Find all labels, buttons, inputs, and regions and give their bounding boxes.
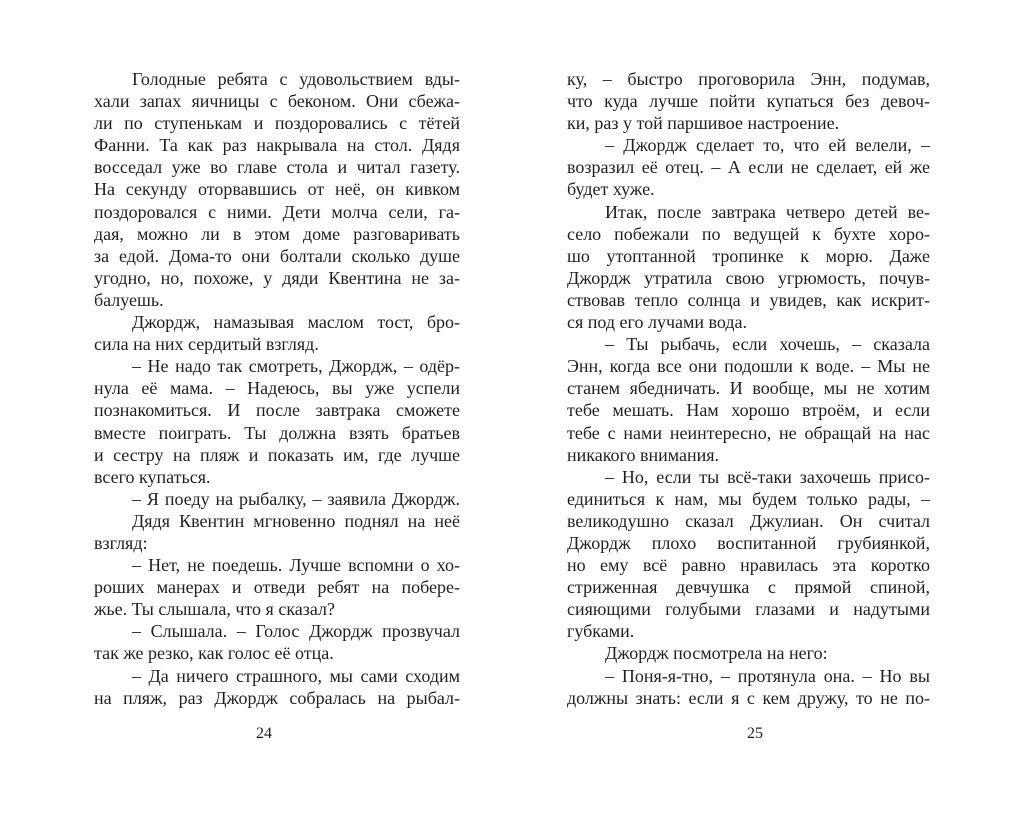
text-line: что куда лучше пойти купаться без девоч- xyxy=(567,91,930,112)
text-line: роших манерах и отведи ребят на побере- xyxy=(94,577,460,598)
text-line: познакомиться. И после завтрака сможете xyxy=(94,400,460,421)
text-line: Итак, после завтрака четверо детей ве- xyxy=(605,201,930,222)
text-line: нула её мама. – Надеюсь, вы уже успели xyxy=(94,378,460,399)
text-line: угодно, но, похоже, у дяди Квентина не за- xyxy=(94,267,460,288)
text-line: Фанни. Та как раз накрывала на стол. Дядя xyxy=(94,135,460,156)
text-line: Джордж плохо воспитанной грубиянкой, xyxy=(567,532,930,553)
text-line: возразил её отец. – А если не сделает, ей же xyxy=(567,157,930,178)
text-line: вместе поиграть. Ты должна взять братьев xyxy=(94,422,460,443)
text-line: на пляж, раз Джордж собралась на рыбал- xyxy=(94,687,460,708)
text-line: Голодные ребята с удовольствием вды- xyxy=(132,69,460,89)
text-line: единиться к нам, мы будем только рады, – xyxy=(567,488,930,509)
text-line: станем ябедничать. И вообще, мы не хотим xyxy=(567,378,930,399)
text-line: – Поня-я-тно, – протянула она. – Но вы xyxy=(605,665,930,686)
text-line: Дядя Квентин мгновенно поднял на неё xyxy=(132,510,460,531)
text-line: село побежали по ведущей к бухте хоро- xyxy=(567,223,930,244)
text-line: Джордж посмотрела на него: xyxy=(605,643,828,664)
text-line: дая, можно ли в этом доме разговаривать xyxy=(94,223,460,244)
text-line: Джордж, намазывая маслом тост, бро- xyxy=(132,312,460,333)
text-line: балуешь. xyxy=(94,289,164,310)
text-line: великодушно сказал Джулиан. Он считал xyxy=(567,510,930,531)
text-line: Энн, когда все они подошли к воде. – Мы не xyxy=(567,356,930,377)
text-line: шо утоптанной тропинке к морю. Даже xyxy=(567,245,930,266)
text-line: тебе мешать. Нам хорошо втроём, и если xyxy=(567,400,930,421)
text-line: – Я поеду на рыбалку, – заявила Джордж. xyxy=(132,488,460,509)
text-line: – Да ничего страшного, мы сами сходим xyxy=(132,665,460,686)
text-line: – Не надо так смотреть, Джордж, – одёр- xyxy=(132,356,460,377)
text-line: сила на них сердитый взгляд. xyxy=(94,334,319,355)
text-line: губками. xyxy=(567,621,635,642)
right-page-text-column xyxy=(567,68,930,709)
text-line: но ему всё равно нравилась эта коротко xyxy=(567,555,930,576)
text-line: стриженная девчушка с прямой спиной, xyxy=(567,577,930,598)
text-line: никакого внимания. xyxy=(567,444,720,465)
text-line: хали запах яичницы с беконом. Они сбежа- xyxy=(94,91,460,112)
text-line: Джордж утратила свою угрюмость, почув- xyxy=(567,267,930,288)
text-line: поздоровался с ними. Дети молча сели, га- xyxy=(94,201,460,222)
text-line: должны знать: если я с кем дружу, то не по- xyxy=(567,687,930,708)
text-line: На секунду оторвавшись от неё, он кивком xyxy=(94,179,460,200)
text-line: восседал уже во главе стола и читал газету. xyxy=(94,157,460,178)
text-line: всего купаться. xyxy=(94,466,211,487)
text-line: – Нет, не поедешь. Лучше вспомни о хо- xyxy=(132,555,460,576)
text-line: ствовав тепло солнца и увидев, как искрит- xyxy=(567,289,930,310)
text-line: ку, – быстро проговорила Энн, подумав, xyxy=(567,69,930,89)
text-line: – Слышала. – Голос Джордж прозвучал xyxy=(132,621,460,642)
text-line: сияющими голубыми глазами и надутыми xyxy=(567,599,930,620)
right-page-number: 25 xyxy=(747,725,763,742)
left-page-text-column xyxy=(94,68,460,709)
text-line: – Но, если ты всё-таки захочешь присо- xyxy=(605,466,930,487)
text-line: взгляд: xyxy=(94,532,148,553)
text-line: за едой. Дома-то они болтали сколько душе xyxy=(94,245,460,266)
left-page-number: 24 xyxy=(256,725,272,742)
text-line: – Ты рыбачь, если хочешь, – сказала xyxy=(605,334,930,355)
text-line: ки, раз у той паршивое настроение. xyxy=(567,113,840,134)
text-line: будет хуже. xyxy=(567,179,655,200)
text-line: ся под его лучами вода. xyxy=(567,312,748,333)
text-line: тебе с нами неинтересно, не обращай на нас xyxy=(567,422,930,443)
text-line: жье. Ты слышала, что я сказал? xyxy=(94,599,336,620)
text-line: и сестру на пляж и показать им, где лучше xyxy=(94,444,460,465)
text-line: так же резко, как голос её отца. xyxy=(94,643,334,664)
text-line: – Джордж сделает то, что ей велели, – xyxy=(605,135,930,156)
text-line: ли по ступенькам и поздоровались с тётей xyxy=(94,113,460,134)
